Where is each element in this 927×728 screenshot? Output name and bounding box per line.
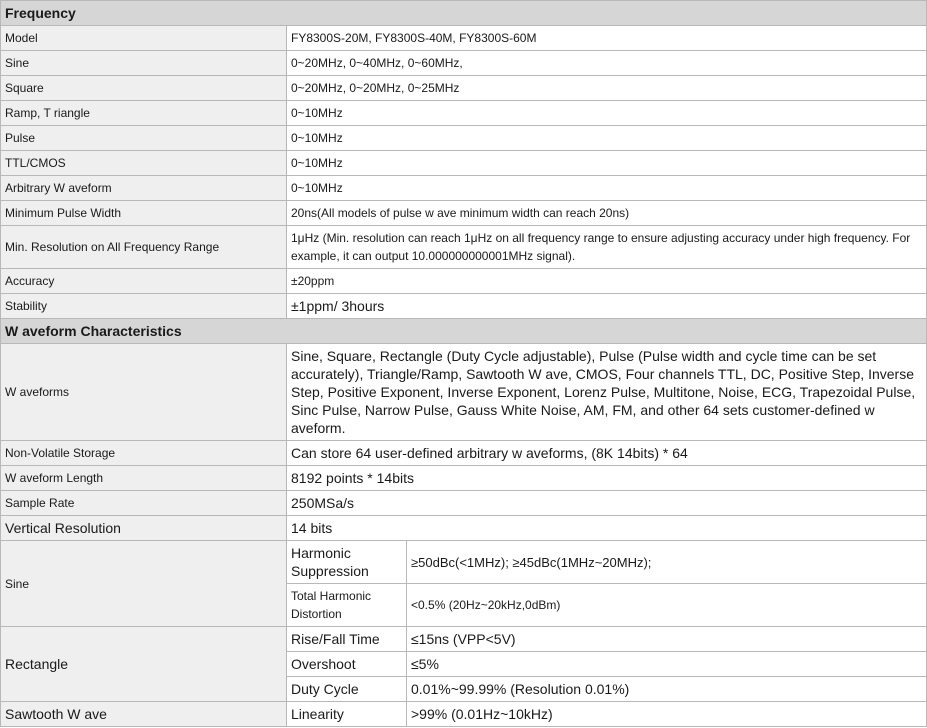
- group-label-rectangle: Rectangle: [1, 627, 287, 702]
- spec-row-rect-rise: [1, 627, 927, 652]
- spec-value: 0~20MHz, 0~40MHz, 0~60MHz,: [287, 51, 927, 76]
- spec-value: 20ns(All models of pulse w ave minimum width can reach 20ns): [287, 201, 927, 226]
- sub-label: Linearity: [287, 702, 407, 727]
- spec-row-sine-harmonic: [1, 541, 927, 584]
- sub-value: ≤15ns (VPP<5V): [407, 627, 927, 652]
- sub-value: 0.01%~99.99% (Resolution 0.01%): [407, 677, 927, 702]
- spec-value: 8192 points * 14bits: [287, 466, 927, 491]
- spec-value: ±20ppm: [287, 269, 927, 294]
- section-row-frequency: [1, 1, 927, 26]
- spec-row-accuracy: [1, 269, 927, 294]
- spec-row-sine-frequency: [1, 51, 927, 76]
- spec-value: Can store 64 user-defined arbitrary w aveforms, (8K 14bits) * 64: [287, 441, 927, 466]
- spec-row-min-pulse-width: [1, 201, 927, 226]
- section-row-waveform: [1, 319, 927, 344]
- spec-value: 14 bits: [287, 516, 927, 541]
- spec-row-sample-rate: [1, 491, 927, 516]
- spec-value: 0~10MHz: [287, 151, 927, 176]
- spec-label: Accuracy: [1, 269, 287, 294]
- section-header-waveform: W aveform Characteristics: [1, 319, 927, 344]
- sub-label: Duty Cycle: [287, 677, 407, 702]
- sub-value: >99% (0.01Hz~10kHz): [407, 702, 927, 727]
- spec-label: Pulse: [1, 126, 287, 151]
- spec-value: 0~10MHz: [287, 176, 927, 201]
- spec-label: Minimum Pulse Width: [1, 201, 287, 226]
- spec-label: Min. Resolution on All Frequency Range: [1, 226, 287, 269]
- spec-value: FY8300S-20M, FY8300S-40M, FY8300S-60M: [287, 26, 927, 51]
- spec-value: 0~20MHz, 0~20MHz, 0~25MHz: [287, 76, 927, 101]
- spec-value: ±1ppm/ 3hours: [287, 294, 927, 319]
- spec-row-sawtooth-linearity: [1, 702, 927, 727]
- spec-label: W aveforms: [1, 344, 287, 441]
- sub-label: Total Harmonic Distortion: [287, 584, 407, 627]
- spec-value: 0~10MHz: [287, 126, 927, 151]
- spec-row-square: [1, 76, 927, 101]
- spec-value: 1μHz (Min. resolution can reach 1μHz on all frequency range to ensure adjusting accuracy under high frequency. For example, it can output 10.000000000001MHz signal).: [287, 226, 927, 269]
- spec-label: Sine: [1, 51, 287, 76]
- spec-value: Sine, Square, Rectangle (Duty Cycle adjustable), Pulse (Pulse width and cycle time can be set accurately), Triangle/Ramp, Sawtooth W ave, CMOS, Four channels TTL, DC, Positive Step, Inverse Step, Positive Exponent, Inverse Exponent, Lorenz Pulse, Multitone, Noise, ECG, Trapezoidal Pulse, Sinc Pulse, Narrow Pulse, Gauss White Noise, AM, FM, and other 64 sets customer-defined w aveform.: [287, 344, 927, 441]
- spec-label: TTL/CMOS: [1, 151, 287, 176]
- section-header-frequency: Frequency: [1, 1, 927, 26]
- sub-label: Rise/Fall Time: [287, 627, 407, 652]
- spec-label: W aveform Length: [1, 466, 287, 491]
- spec-label: Arbitrary W aveform: [1, 176, 287, 201]
- spec-row-model: [1, 26, 927, 51]
- spec-row-waveform-length: [1, 466, 927, 491]
- spec-row-stability: [1, 294, 927, 319]
- group-label-sawtooth: Sawtooth W ave: [1, 702, 287, 727]
- spec-row-storage: [1, 441, 927, 466]
- sub-value: ≤5%: [407, 652, 927, 677]
- spec-label: Model: [1, 26, 287, 51]
- spec-value: 250MSa/s: [287, 491, 927, 516]
- sub-label: Harmonic Suppression: [287, 541, 407, 584]
- spec-label: Non-Volatile Storage: [1, 441, 287, 466]
- spec-value: 0~10MHz: [287, 101, 927, 126]
- spec-row-waveforms: [1, 344, 927, 441]
- spec-label: Vertical Resolution: [1, 516, 287, 541]
- group-label-sine: Sine: [1, 541, 287, 627]
- spec-label: Sample Rate: [1, 491, 287, 516]
- spec-row-vertical-resolution: [1, 516, 927, 541]
- sub-value: <0.5% (20Hz~20kHz,0dBm): [407, 584, 927, 627]
- spec-label: Square: [1, 76, 287, 101]
- sub-label: Overshoot: [287, 652, 407, 677]
- spec-label: Ramp, T riangle: [1, 101, 287, 126]
- sub-value: ≥50dBc(<1MHz); ≥45dBc(1MHz~20MHz);: [407, 541, 927, 584]
- spec-row-pulse: [1, 126, 927, 151]
- spec-row-min-resolution: [1, 226, 927, 269]
- spec-row-arbitrary: [1, 176, 927, 201]
- spec-row-ramp: [1, 101, 927, 126]
- spec-row-ttl-cmos: [1, 151, 927, 176]
- spec-label: Stability: [1, 294, 287, 319]
